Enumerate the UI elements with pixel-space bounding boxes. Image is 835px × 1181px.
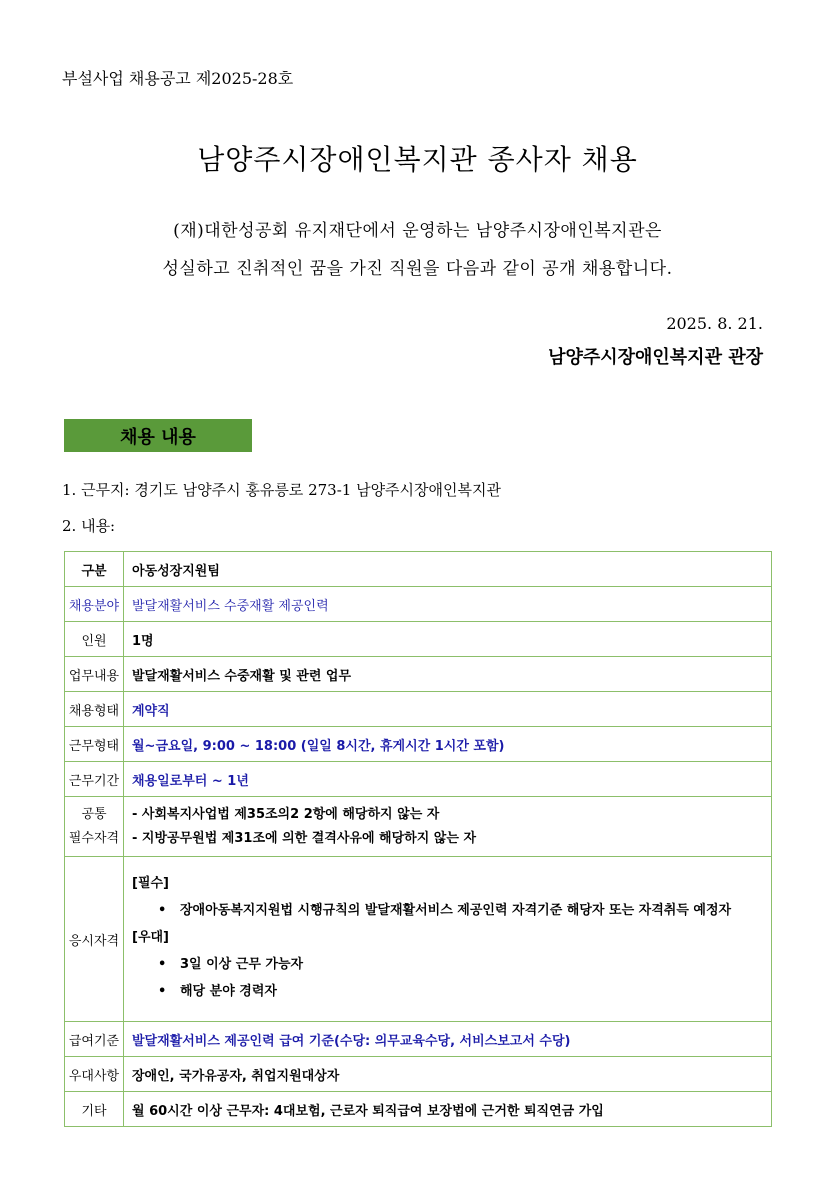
row-value: 장애인, 국가유공자, 취업지원대상자 [124, 1057, 772, 1092]
row-header: 구분 [65, 552, 124, 587]
row-header: 기타 [65, 1092, 124, 1127]
table-row [65, 622, 772, 657]
preferred-label: [우대] [132, 929, 169, 945]
requirement-line: - 지방공무원법 제31조에 의한 결격사유에 해당하지 않는 자 [132, 830, 477, 846]
table-row [65, 657, 772, 692]
row-header: 근무형태 [65, 727, 124, 762]
row-header-line: 공통 [81, 806, 107, 822]
intro-line-1: (재)대한성공회 유지재단에서 운영하는 남양주시장애인복지관은 [173, 221, 662, 241]
row-header: 업무내용 [65, 657, 124, 692]
section-label: 채용 내용 [64, 419, 252, 452]
list-item-text: 장애아동복지지원법 시행규칙의 발달재활서비스 제공인력 자격기준 해당자 또는 자격취득 예정자 [180, 902, 732, 918]
content-item: 2. 내용: [62, 517, 116, 535]
list-item [132, 953, 763, 977]
row-value: 아동성장지원팀 [124, 552, 772, 587]
table-row [65, 857, 772, 1022]
row-header: 채용형태 [65, 692, 124, 727]
row-value: 월 60시간 이상 근무자: 4대보험, 근로자 퇴직급여 보장법에 근거한 퇴직연금 가입 [124, 1092, 772, 1127]
row-header: 인원 [65, 622, 124, 657]
notice-number: 부설사업 채용공고 제2025-28호 [62, 69, 294, 88]
bullet-icon: • [158, 983, 167, 999]
intro-line-2: 성실하고 진취적인 꿈을 가진 직원을 다음과 같이 공개 채용합니다. [162, 259, 673, 279]
table-row [65, 692, 772, 727]
row-value: 발달재활서비스 수중재활 제공인력 [124, 587, 772, 622]
row-header: 응시자격 [65, 857, 124, 1022]
table-row [65, 1057, 772, 1092]
table-row [65, 762, 772, 797]
row-value: 1명 [124, 622, 772, 657]
page-title: 남양주시장애인복지관 종사자 채용 [197, 143, 638, 176]
list-item-text: 해당 분야 경력자 [180, 983, 277, 999]
row-header: 우대사항 [65, 1057, 124, 1092]
table-row [65, 552, 772, 587]
list-item [132, 980, 763, 1004]
requirement-line: - 사회복지사업법 제35조의2 2항에 해당하지 않는 자 [132, 806, 440, 822]
row-header [65, 797, 124, 857]
bullet-icon: • [158, 956, 167, 972]
row-value: 채용일로부터 ~ 1년 [124, 762, 772, 797]
list-item-text: 3일 이상 근무 가능자 [180, 956, 304, 972]
table-row [65, 587, 772, 622]
table-row [65, 797, 772, 857]
row-value: 계약직 [124, 692, 772, 727]
bullet-icon: • [158, 902, 167, 918]
notice-date: 2025. 8. 21. [666, 314, 763, 333]
row-header-line: 필수자격 [68, 830, 120, 846]
list-item [132, 899, 763, 923]
row-value: 발달재활서비스 제공인력 급여 기준(수당: 의무교육수당, 서비스보고서 수당) [124, 1022, 772, 1057]
required-label: [필수] [132, 875, 169, 891]
row-value [124, 797, 772, 857]
table-row [65, 1092, 772, 1127]
row-header: 급여기준 [65, 1022, 124, 1057]
row-value: 월~금요일, 9:00 ~ 18:00 (일일 8시간, 휴게시간 1시간 포함) [124, 727, 772, 762]
table-row [65, 1022, 772, 1057]
row-value: 발달재활서비스 수중재활 및 관련 업무 [124, 657, 772, 692]
signature: 남양주시장애인복지관 관장 [548, 347, 763, 368]
row-header: 근무기간 [65, 762, 124, 797]
workplace-item: 1. 근무지: 경기도 남양주시 홍유릉로 273-1 남양주시장애인복지관 [62, 481, 501, 499]
row-header: 채용분야 [65, 587, 124, 622]
row-value [124, 857, 772, 1022]
recruitment-table [64, 551, 772, 1127]
table-row [65, 727, 772, 762]
